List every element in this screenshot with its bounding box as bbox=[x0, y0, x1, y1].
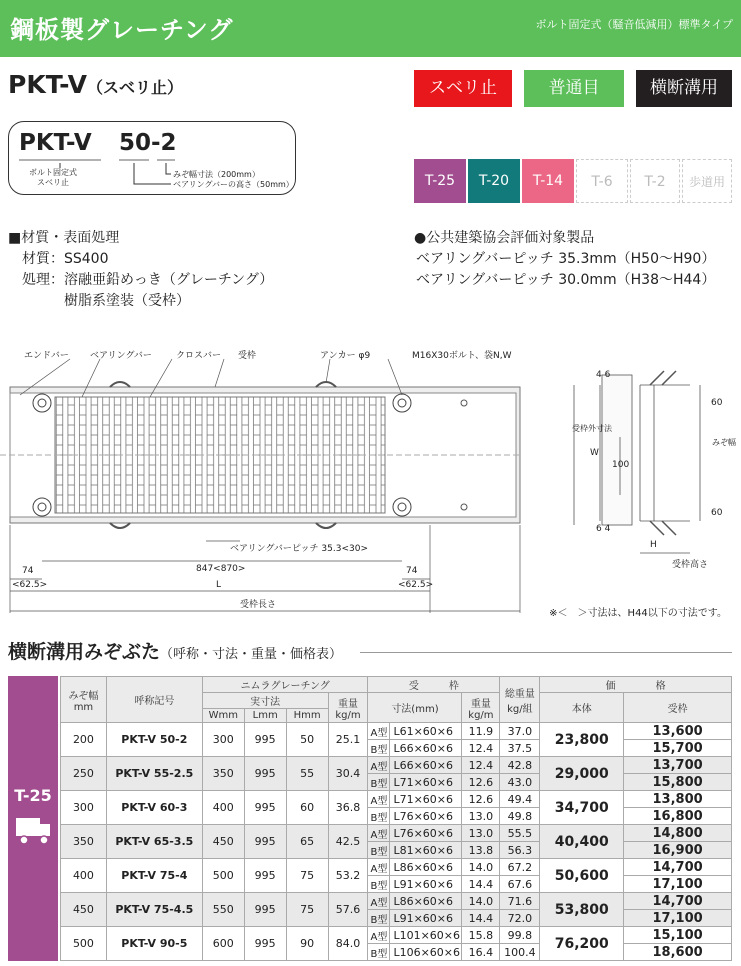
load-class-t25: T-25 bbox=[414, 159, 466, 203]
cell-code: PKT-V 65-3.5 bbox=[106, 825, 202, 859]
label-100: 100 bbox=[612, 460, 630, 470]
label-L: L bbox=[216, 580, 222, 590]
header-body: 本体 bbox=[540, 693, 624, 723]
table-row bbox=[61, 723, 732, 740]
label-ditch-width: みぞ幅 bbox=[712, 438, 736, 447]
label-74-left: 74 bbox=[22, 566, 34, 576]
cell-total-a: 37.0 bbox=[500, 723, 540, 740]
cell-total-a: 49.4 bbox=[500, 791, 540, 808]
cell-frame-weight-a: 13.0 bbox=[462, 825, 500, 842]
header-W: Wmm bbox=[202, 709, 244, 723]
cell-frame-dim-a: L61×60×6 bbox=[390, 723, 462, 740]
header-weight: 重量 kg/m bbox=[328, 693, 368, 723]
cell-frame-dim-b: L81×60×6 bbox=[390, 842, 462, 859]
cell-H: 90 bbox=[286, 927, 328, 961]
cell-W: 300 bbox=[202, 723, 244, 757]
cell-W: 450 bbox=[202, 825, 244, 859]
cell-frame-weight-a: 15.8 bbox=[462, 927, 500, 944]
cell-total-a: 55.5 bbox=[500, 825, 540, 842]
header-frame: 受 枠 bbox=[368, 677, 500, 693]
label-anchor: アンカー φ9 bbox=[320, 351, 371, 361]
cell-frame-price-a: 13,800 bbox=[624, 791, 732, 808]
header-price: 価 格 bbox=[540, 677, 732, 693]
code-number: 50-2 bbox=[119, 130, 177, 156]
treatment-line: 処理：溶融亜鉛めっき（グレーチング） bbox=[22, 272, 274, 288]
cell-code: PKT-V 90-5 bbox=[106, 927, 202, 961]
cell-frame-weight-b: 14.4 bbox=[462, 910, 500, 927]
cell-frame-dim-b: L66×60×6 bbox=[390, 740, 462, 757]
load-class-pedestrian: 歩道用 bbox=[682, 159, 732, 203]
cell-total-b: 43.0 bbox=[500, 774, 540, 791]
label-64: 6 4 bbox=[596, 524, 611, 534]
material-heading: ■材質・表面処理 bbox=[8, 230, 120, 246]
cell-total-b: 72.0 bbox=[500, 910, 540, 927]
cert-line: ベアリングバーピッチ 30.0mm（H38～H44） bbox=[416, 272, 716, 288]
cell-W: 500 bbox=[202, 859, 244, 893]
note-line: みぞ幅寸法（200mm） bbox=[173, 170, 260, 179]
cell-total-b: 67.6 bbox=[500, 876, 540, 893]
load-class-sidebar bbox=[8, 676, 58, 961]
note-line: スベリ止 bbox=[37, 178, 69, 187]
cell-frame-price-b: 16,800 bbox=[624, 808, 732, 825]
header-dims: 実寸法 bbox=[202, 693, 328, 709]
model-code-box bbox=[8, 121, 296, 195]
cell-body-price: 34,700 bbox=[540, 791, 624, 825]
cell-frame-price-a: 14,800 bbox=[624, 825, 732, 842]
cell-total-b: 56.3 bbox=[500, 842, 540, 859]
tag-normal-mesh bbox=[524, 70, 624, 107]
label-cross-bar: クロスバー bbox=[176, 351, 222, 361]
cell-frame-weight-b: 12.6 bbox=[462, 774, 500, 791]
cell-frame-type-a: A型 bbox=[368, 723, 390, 740]
cell-frame-dim-a: L71×60×6 bbox=[390, 791, 462, 808]
cell-L: 995 bbox=[244, 893, 286, 927]
cell-frame-price-b: 16,900 bbox=[624, 842, 732, 859]
cell-total-a: 99.8 bbox=[500, 927, 540, 944]
cell-frame-dim-b: L71×60×6 bbox=[390, 774, 462, 791]
cell-frame-type-a: A型 bbox=[368, 893, 390, 910]
cell-frame-dim-b: L76×60×6 bbox=[390, 808, 462, 825]
cell-frame-price-a: 13,600 bbox=[624, 723, 732, 740]
technical-drawing bbox=[0, 345, 741, 625]
cell-total-a: 67.2 bbox=[500, 859, 540, 876]
header-grating: ニムラグレーチング bbox=[202, 677, 368, 693]
cell-frame-weight-a: 14.0 bbox=[462, 893, 500, 910]
cell-W: 350 bbox=[202, 757, 244, 791]
cell-L: 995 bbox=[244, 723, 286, 757]
cell-frame-type-a: A型 bbox=[368, 757, 390, 774]
table-row bbox=[61, 859, 732, 876]
cell-frame-dim-b: L91×60×6 bbox=[390, 910, 462, 927]
header-ditch: みぞ幅 mm bbox=[61, 677, 107, 723]
cell-H: 75 bbox=[286, 893, 328, 927]
label-frame-height: 受枠高さ bbox=[672, 560, 709, 570]
cell-total-b: 100.4 bbox=[500, 944, 540, 961]
tag-transverse bbox=[636, 70, 732, 107]
cell-weight: 57.6 bbox=[328, 893, 368, 927]
tag-label: スベリ止 bbox=[429, 78, 497, 98]
cell-frame-dim-a: L86×60×6 bbox=[390, 859, 462, 876]
cell-frame-price-b: 17,100 bbox=[624, 876, 732, 893]
cell-frame-type-b: B型 bbox=[368, 876, 390, 893]
cell-body-price: 50,600 bbox=[540, 859, 624, 893]
cell-frame-price-b: 15,800 bbox=[624, 774, 732, 791]
cell-H: 65 bbox=[286, 825, 328, 859]
note-line: ボルト固定式 bbox=[29, 168, 77, 177]
cell-frame-type-b: B型 bbox=[368, 808, 390, 825]
cell-weight: 42.5 bbox=[328, 825, 368, 859]
label-end-bar: エンドバー bbox=[24, 351, 69, 361]
cell-weight: 36.8 bbox=[328, 791, 368, 825]
plan-view bbox=[0, 382, 520, 528]
load-class-t6: T-6 bbox=[576, 159, 628, 203]
load-class-t20: T-20 bbox=[468, 159, 520, 203]
cell-frame-dim-b: L106×60×6 bbox=[390, 944, 462, 961]
header-frame-price: 受枠 bbox=[624, 693, 732, 723]
section-title-text: 横断溝用みぞぶた bbox=[8, 641, 161, 663]
table-row bbox=[61, 825, 732, 842]
tag-anti-slip bbox=[414, 70, 512, 107]
cell-total-a: 42.8 bbox=[500, 757, 540, 774]
cert-heading: ●公共建築協会評価対象製品 bbox=[414, 230, 595, 246]
model-suffix: （スベリ止） bbox=[86, 78, 183, 97]
sidebar-label: T-25 bbox=[14, 786, 52, 805]
cell-frame-price-a: 14,700 bbox=[624, 859, 732, 876]
cell-frame-weight-b: 13.0 bbox=[462, 808, 500, 825]
cell-frame-dim-a: L86×60×6 bbox=[390, 893, 462, 910]
cell-code: PKT-V 50-2 bbox=[106, 723, 202, 757]
header-H: Hmm bbox=[286, 709, 328, 723]
label-847: 847<870> bbox=[196, 564, 246, 574]
cell-L: 995 bbox=[244, 825, 286, 859]
cell-weight: 53.2 bbox=[328, 859, 368, 893]
cell-W: 550 bbox=[202, 893, 244, 927]
cell-ditch: 200 bbox=[61, 723, 107, 757]
cell-frame-type-a: A型 bbox=[368, 927, 390, 944]
cell-frame-dim-a: L76×60×6 bbox=[390, 825, 462, 842]
cell-frame-price-b: 17,100 bbox=[624, 910, 732, 927]
header-L: Lmm bbox=[244, 709, 286, 723]
cell-L: 995 bbox=[244, 757, 286, 791]
header-code: 呼称記号 bbox=[106, 677, 202, 723]
tag-label: 普通目 bbox=[548, 78, 600, 98]
label-pitch: ベアリングバーピッチ 35.3<30> bbox=[230, 544, 368, 554]
model-name: PKT-V bbox=[8, 70, 87, 99]
label-bolt: M16X30ボルト、袋N,W bbox=[412, 351, 512, 361]
table-row bbox=[61, 893, 732, 910]
header-total: 総重量 kg/組 bbox=[500, 677, 540, 723]
cell-frame-type-a: A型 bbox=[368, 859, 390, 876]
page-title: 鋼板製グレーチング bbox=[10, 16, 234, 44]
note-line: ベアリングバーの高さ（50mm） bbox=[173, 180, 294, 189]
cell-H: 75 bbox=[286, 859, 328, 893]
material-line: 材質：SS400 bbox=[22, 251, 109, 267]
cell-frame-weight-a: 14.0 bbox=[462, 859, 500, 876]
label-W: W bbox=[590, 448, 599, 458]
label-60-top: 60 bbox=[711, 398, 723, 408]
footnote: ※＜ ＞寸法は、H44以下の寸法です。 bbox=[549, 608, 727, 619]
label-bearing-bar: ベアリングバー bbox=[90, 351, 152, 361]
cell-ditch: 250 bbox=[61, 757, 107, 791]
cell-frame-weight-b: 14.4 bbox=[462, 876, 500, 893]
cell-frame-type-b: B型 bbox=[368, 842, 390, 859]
cell-W: 600 bbox=[202, 927, 244, 961]
cell-ditch: 500 bbox=[61, 927, 107, 961]
load-class-t14: T-14 bbox=[522, 159, 574, 203]
cell-body-price: 29,000 bbox=[540, 757, 624, 791]
tag-label: 横断溝用 bbox=[650, 78, 718, 98]
cell-L: 995 bbox=[244, 927, 286, 961]
cell-frame-weight-b: 16.4 bbox=[462, 944, 500, 961]
cert-line: ベアリングバーピッチ 35.3mm（H50～H90） bbox=[416, 251, 716, 267]
certification-spec bbox=[414, 228, 715, 291]
cell-total-b: 49.8 bbox=[500, 808, 540, 825]
label-74-right: 74 bbox=[406, 566, 418, 576]
cell-frame-price-a: 13,700 bbox=[624, 757, 732, 774]
cell-ditch: 300 bbox=[61, 791, 107, 825]
table-row bbox=[61, 791, 732, 808]
cell-body-price: 40,400 bbox=[540, 825, 624, 859]
cell-frame-weight-a: 12.4 bbox=[462, 757, 500, 774]
cell-L: 995 bbox=[244, 859, 286, 893]
cell-code: PKT-V 60-3 bbox=[106, 791, 202, 825]
code-note-left bbox=[29, 168, 77, 188]
page-subtitle: ボルト固定式（騒音低減用）標準タイプ bbox=[535, 18, 733, 31]
label-625-left: <62.5> bbox=[12, 580, 48, 590]
cell-frame-type-b: B型 bbox=[368, 944, 390, 961]
header-banner bbox=[0, 0, 741, 57]
cell-frame-weight-a: 11.9 bbox=[462, 723, 500, 740]
cell-frame-price-a: 14,700 bbox=[624, 893, 732, 910]
section-title bbox=[8, 637, 342, 664]
code-note-right bbox=[173, 170, 294, 190]
section-view bbox=[574, 371, 700, 553]
cell-weight: 25.1 bbox=[328, 723, 368, 757]
cell-frame-weight-b: 13.8 bbox=[462, 842, 500, 859]
material-spec bbox=[8, 228, 273, 312]
table-row bbox=[61, 927, 732, 944]
label-H: H bbox=[650, 540, 657, 550]
cell-ditch: 400 bbox=[61, 859, 107, 893]
header-frame-dims: 寸法(mm) bbox=[368, 693, 462, 723]
cell-body-price: 76,200 bbox=[540, 927, 624, 961]
cell-frame-weight-a: 12.6 bbox=[462, 791, 500, 808]
label-46: 4 6 bbox=[596, 370, 611, 380]
label-frame-length: 受枠長さ bbox=[240, 600, 277, 610]
cell-H: 50 bbox=[286, 723, 328, 757]
cell-W: 400 bbox=[202, 791, 244, 825]
table-row bbox=[61, 757, 732, 774]
price-table bbox=[60, 676, 732, 961]
cell-weight: 30.4 bbox=[328, 757, 368, 791]
cell-code: PKT-V 55-2.5 bbox=[106, 757, 202, 791]
load-class-t2: T-2 bbox=[630, 159, 680, 203]
cell-body-price: 53,800 bbox=[540, 893, 624, 927]
section-divider bbox=[360, 652, 732, 653]
cell-ditch: 450 bbox=[61, 893, 107, 927]
cell-frame-price-b: 15,700 bbox=[624, 740, 732, 757]
cell-frame-type-a: A型 bbox=[368, 791, 390, 808]
cell-frame-type-b: B型 bbox=[368, 774, 390, 791]
label-60-bottom: 60 bbox=[711, 508, 723, 518]
cell-total-b: 37.5 bbox=[500, 740, 540, 757]
cell-H: 60 bbox=[286, 791, 328, 825]
code-model: PKT-V bbox=[19, 130, 92, 156]
label-625-right: <62.5> bbox=[398, 580, 434, 590]
cell-frame-type-a: A型 bbox=[368, 825, 390, 842]
cell-frame-weight-b: 12.4 bbox=[462, 740, 500, 757]
cell-body-price: 23,800 bbox=[540, 723, 624, 757]
cell-H: 55 bbox=[286, 757, 328, 791]
cell-frame-type-b: B型 bbox=[368, 740, 390, 757]
cell-frame-dim-a: L101×60×6 bbox=[390, 927, 462, 944]
cell-frame-dim-b: L91×60×6 bbox=[390, 876, 462, 893]
section-subtitle: （呼称・寸法・重量・価格表） bbox=[160, 647, 343, 662]
cell-ditch: 350 bbox=[61, 825, 107, 859]
cell-frame-dim-a: L66×60×6 bbox=[390, 757, 462, 774]
cell-code: PKT-V 75-4.5 bbox=[106, 893, 202, 927]
model-title bbox=[8, 70, 183, 99]
treatment-line-2: 樹脂系塗装（受枠） bbox=[22, 293, 190, 309]
label-frame: 受枠 bbox=[238, 351, 257, 361]
cell-frame-price-b: 18,600 bbox=[624, 944, 732, 961]
header-frame-weight: 重量 kg/m bbox=[462, 693, 500, 723]
cell-code: PKT-V 75-4 bbox=[106, 859, 202, 893]
cell-frame-type-b: B型 bbox=[368, 910, 390, 927]
truck-icon bbox=[8, 810, 58, 850]
cell-frame-price-a: 15,100 bbox=[624, 927, 732, 944]
cell-weight: 84.0 bbox=[328, 927, 368, 961]
cell-L: 995 bbox=[244, 791, 286, 825]
label-frame-outer: 受枠外寸法 bbox=[572, 424, 612, 433]
cell-total-a: 71.6 bbox=[500, 893, 540, 910]
